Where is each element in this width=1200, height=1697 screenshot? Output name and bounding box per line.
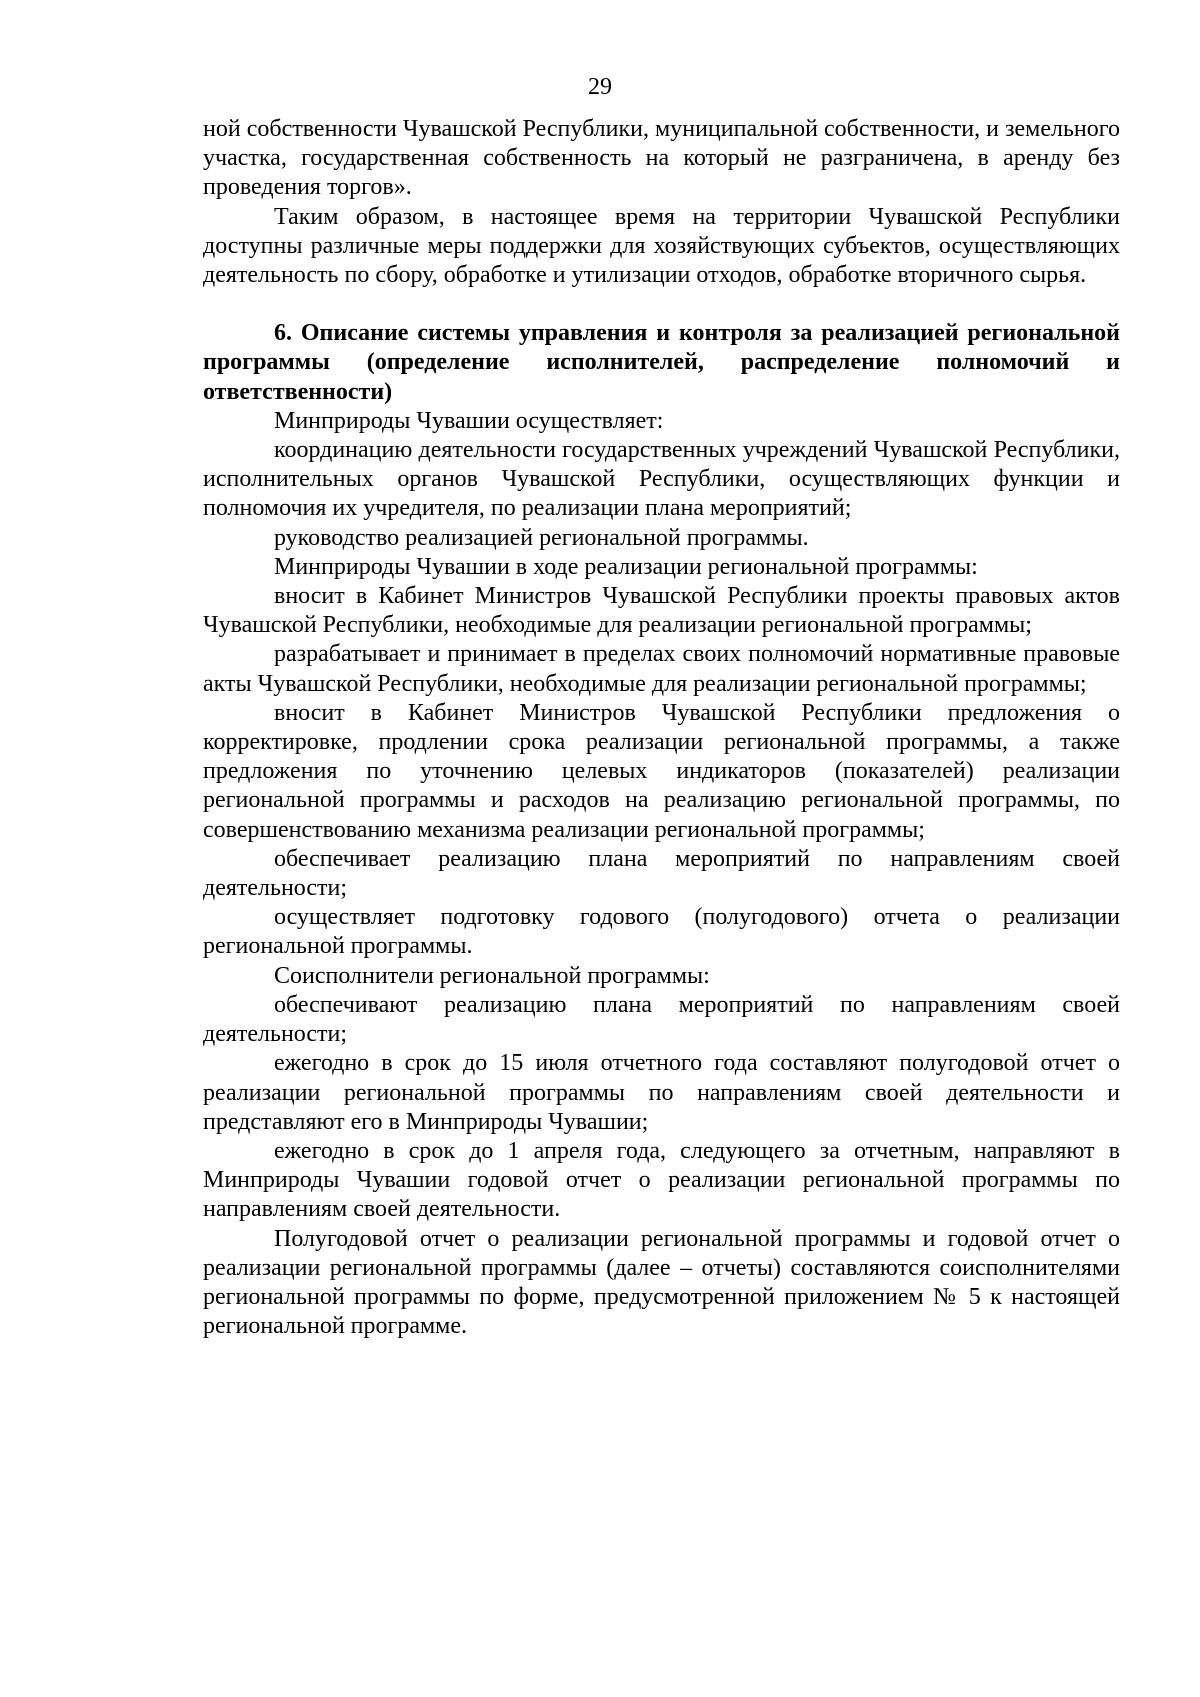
paragraph: разрабатывает и принимает в пределах своих полномочий нормативные правовые акты Чувашской Республики, необходимые для реализации региональной программы; xyxy=(203,641,1120,697)
section-heading: 6. Описание системы управления и контроля за реализацией региональной программы (определение исполнителей, распределение полномочий и ответственности) xyxy=(203,320,1120,405)
paragraph: Соисполнители региональной программы: xyxy=(274,962,710,989)
paragraph: осуществляет подготовку годового (полугодового) отчета о реализации региональной программы. xyxy=(203,904,1120,960)
paragraph-continuation: ной собственности Чувашской Республики, муниципальной собственности, и земельного участка, государственная собственность на который не разграничена, в аренду без проведения торгов». xyxy=(203,116,1120,201)
paragraph: Минприроды Чувашии осуществляет: xyxy=(274,407,664,434)
paragraph: обеспечивает реализацию плана мероприятий по направлениям своей деятельности; xyxy=(203,845,1120,902)
paragraph: руководство реализацией региональной программы. xyxy=(274,524,809,551)
paragraph-summary: Таким образом, в настоящее время на территории Чувашской Республики доступны различные меры поддержки для хозяйствующих субъектов, осуществляющих деятельность по сбору, обработке и утилизации отходов, обработке вторичного сырья. xyxy=(203,203,1120,289)
paragraph: ежегодно в срок до 1 апреля года, следующего за отчетным, направляют в Минприроды Чувашии годовой отчет о реализации региональной программы по направлениям своей деятельности. xyxy=(203,1137,1120,1223)
paragraph: Минприроды Чувашии в ходе реализации региональной программы: xyxy=(274,553,978,580)
paragraph: координацию деятельности государственных учреждений Чувашской Республики, исполнительных органов Чувашской Республики, осуществляющих функции и полномочия их учредителя, по реализации плана мероприятий; xyxy=(203,437,1120,522)
paragraph: вносит в Кабинет Министров Чувашской Республики предложения о корректировке, продлении срока реализации региональной программы, а также предложения по уточнению целевых индикаторов (показателей) реализации региональной программы и расходов на реализацию региональной программы, по совершенствованию механизма реализации региональной программы; xyxy=(203,699,1120,843)
page-number: 29 xyxy=(588,74,612,100)
paragraph: Полугодовой отчет о реализации региональной программы и годовой отчет о реализации региональной программы (далее – отчеты) составляются соисполнителями региональной программы по форме, предусмотренной приложением № 5 к настоящей региональной программе. xyxy=(203,1225,1120,1340)
paragraph: обеспечивают реализацию плана мероприятий по направлениям своей деятельности; xyxy=(203,991,1120,1048)
page-content xyxy=(203,115,1120,1341)
paragraph: ежегодно в срок до 15 июля отчетного года составляют полугодовой отчет о реализации региональной программы по направлениям своей деятельности и представляют его в Минприроды Чувашии; xyxy=(203,1050,1120,1135)
paragraph: вносит в Кабинет Министров Чувашской Республики проекты правовых актов Чувашской Республики, необходимые для реализации региональной программы; xyxy=(203,583,1120,639)
